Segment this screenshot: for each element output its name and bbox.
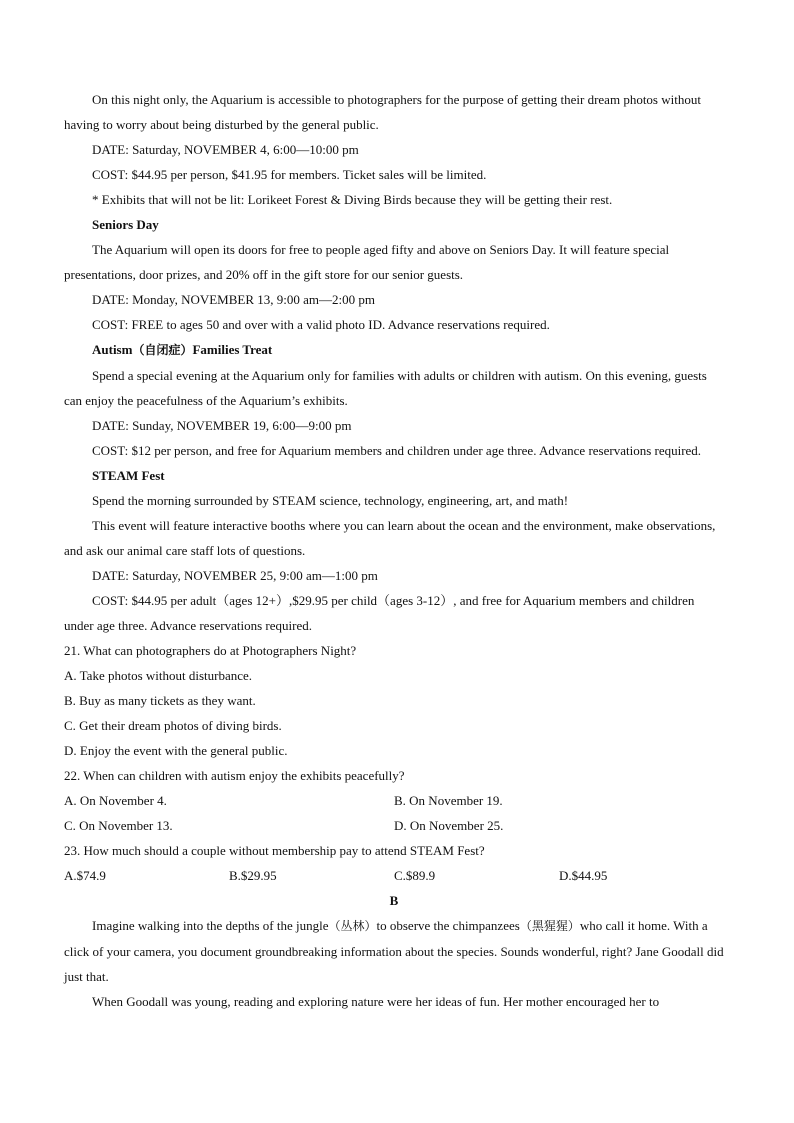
q21-option-b: B. Buy as many tickets as they want. <box>64 693 256 708</box>
document-page <box>64 87 724 1014</box>
b-p1-cn1: （丛林） <box>328 919 377 933</box>
steam-date: DATE: Saturday, NOVEMBER 25, 9:00 am—1:00 pm <box>92 568 378 583</box>
q23-options <box>64 863 724 888</box>
q23-option-a: A.$74.9 <box>64 868 106 883</box>
autism-title-cn: （自闭症） <box>132 343 193 357</box>
photographers-cost: COST: $44.95 per person, $41.95 for members. Ticket sales will be limited. <box>92 167 487 182</box>
question-22: 22. When can children with autism enjoy the exhibits peacefully? <box>64 768 405 783</box>
autism-title <box>64 337 724 363</box>
steam-desc2: This event will feature interactive booths where you can learn about the ocean and the environment, make observations, and ask our animal care staff lots of questions. <box>64 518 716 558</box>
q22-options-row1 <box>64 788 724 813</box>
section-b-para1 <box>64 913 724 989</box>
autism-title-b: Families Treat <box>192 342 273 357</box>
q21-option-c: C. Get their dream photos of diving birds. <box>64 718 282 733</box>
q22-option-d: D. On November 25. <box>394 818 504 833</box>
steam-title: STEAM Fest <box>92 468 165 483</box>
steam-cost: COST: $44.95 per adult（ages 12+）,$29.95 per child（ages 3-12）, and free for Aquarium members and children under age three. Advance reservations required. <box>64 593 695 633</box>
photographers-intro: On this night only, the Aquarium is accessible to photographers for the purpose of getting their dream photos without having to worry about being disturbed by the general public. <box>64 92 701 132</box>
q23-option-d: D.$44.95 <box>559 868 608 883</box>
seniors-title: Seniors Day <box>92 217 159 232</box>
q21-option-d: D. Enjoy the event with the general public. <box>64 743 288 758</box>
seniors-date: DATE: Monday, NOVEMBER 13, 9:00 am—2:00 pm <box>92 292 375 307</box>
seniors-cost: COST: FREE to ages 50 and over with a valid photo ID. Advance reservations required. <box>92 317 550 332</box>
q23-option-b: B.$29.95 <box>229 868 277 883</box>
q22-option-c: C. On November 13. <box>64 818 173 833</box>
photographers-note: * Exhibits that will not be lit: Lorikeet Forest & Diving Birds because they will be getting their rest. <box>92 192 613 207</box>
b-p1-cn2: （黑猩猩） <box>519 919 580 933</box>
question-21: 21. What can photographers do at Photographers Night? <box>64 643 357 658</box>
question-23: 23. How much should a couple without membership pay to attend STEAM Fest? <box>64 843 485 858</box>
section-b-para2: When Goodall was young, reading and exploring nature were her ideas of fun. Her mother encouraged her to <box>92 994 660 1009</box>
q22-option-a: A. On November 4. <box>64 793 167 808</box>
b-p1-c: who call it home. With a click of your camera, you document groundbreaking information about the species. Sounds wonderful, right? Jane Goodall did just that. <box>64 918 724 984</box>
seniors-desc: The Aquarium will open its doors for free to people aged fifty and above on Seniors Day. It will feature special presentations, door prizes, and 20% off in the gift store for our senior guests. <box>64 242 670 282</box>
steam-desc1: Spend the morning surrounded by STEAM science, technology, engineering, art, and math! <box>92 493 569 508</box>
q21-option-a: A. Take photos without disturbance. <box>64 668 253 683</box>
autism-cost: COST: $12 per person, and free for Aquarium members and children under age three. Advance reservations required. <box>92 443 702 458</box>
q23-option-c: C.$89.9 <box>394 868 436 883</box>
autism-date: DATE: Sunday, NOVEMBER 19, 6:00—9:00 pm <box>92 418 352 433</box>
q22-option-b: B. On November 19. <box>394 793 503 808</box>
photographers-date: DATE: Saturday, NOVEMBER 4, 6:00—10:00 pm <box>92 142 359 157</box>
q22-options-row2 <box>64 813 724 838</box>
b-p1-a: Imagine walking into the depths of the jungle <box>92 918 329 933</box>
autism-title-a: Autism <box>92 342 133 357</box>
b-p1-b: to observe the chimpanzees <box>376 918 520 933</box>
autism-desc: Spend a special evening at the Aquarium only for families with adults or children with autism. On this evening, guests can enjoy the peacefulness of the Aquarium’s exhibits. <box>64 368 707 408</box>
section-b-label: B <box>389 893 399 908</box>
